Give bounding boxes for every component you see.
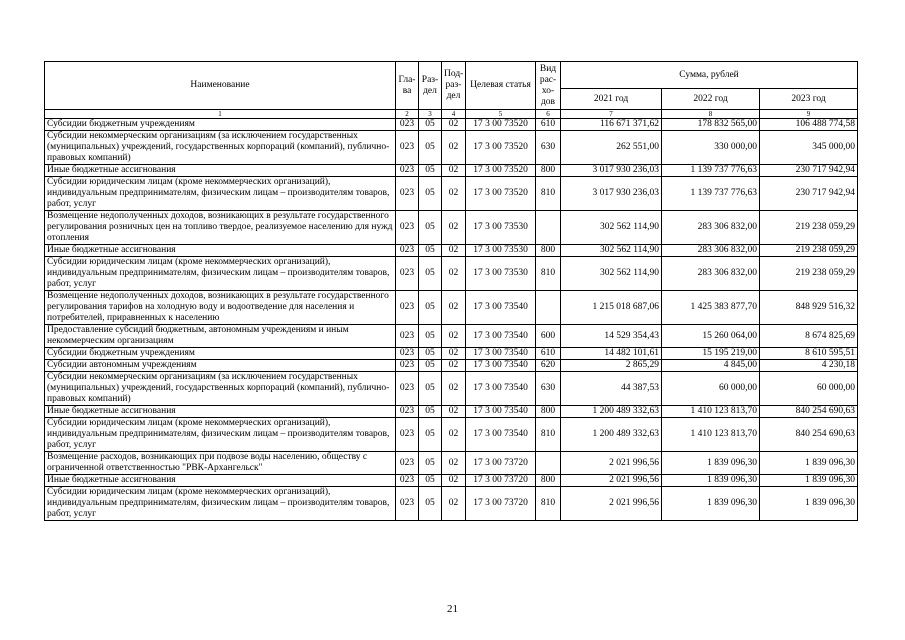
row-sum-2023: 219 238 059,29 <box>760 211 858 245</box>
row-sum-2021: 14 529 354,43 <box>561 325 662 348</box>
row-sum-2022: 178 832 565,00 <box>662 119 760 131</box>
row-razdel: 05 <box>419 325 442 348</box>
row-target: 17 3 00 73540 <box>466 372 536 406</box>
row-name: Предоставление субсидий бюджетным, автономным учреждениям и иным некоммерческим организациям <box>45 325 396 348</box>
row-name: Субсидии автономным учреждениям <box>45 360 396 372</box>
row-podrazdel: 02 <box>442 131 466 165</box>
row-vid: 800 <box>536 165 561 177</box>
row-razdel: 05 <box>419 177 442 211</box>
row-target: 17 3 00 73540 <box>466 406 536 418</box>
row-sum-2023: 106 488 774,58 <box>760 119 858 131</box>
row-sum-2022: 60 000,00 <box>662 372 760 406</box>
row-name: Иные бюджетные ассигнования <box>45 245 396 257</box>
row-podrazdel: 02 <box>442 245 466 257</box>
row-vid: 800 <box>536 406 561 418</box>
row-sum-2023: 8 610 595,51 <box>760 348 858 360</box>
row-podrazdel: 02 <box>442 452 466 475</box>
header-2023: 2023 год <box>760 89 858 110</box>
row-razdel: 05 <box>419 257 442 291</box>
row-podrazdel: 02 <box>442 119 466 131</box>
row-sum-2022: 15 260 064,00 <box>662 325 760 348</box>
row-sum-2022: 283 306 832,00 <box>662 211 760 245</box>
row-razdel: 05 <box>419 475 442 487</box>
table-row <box>45 418 858 452</box>
row-name: Возмещение недополученных доходов, возникающих в результате государственного регулирования розничных цен на топливо твердое, реализуемое населению для нужд отопления <box>45 211 396 245</box>
row-name: Субсидии юридическим лицам (кроме некоммерческих организаций), индивидуальным предпринимателям, физическим лицам – производителям товаров, работ, услуг <box>45 418 396 452</box>
row-sum-2021: 262 551,00 <box>561 131 662 165</box>
row-target: 17 3 00 73520 <box>466 119 536 131</box>
row-target: 17 3 00 73530 <box>466 257 536 291</box>
row-glava: 023 <box>396 475 419 487</box>
row-glava: 023 <box>396 348 419 360</box>
row-podrazdel: 02 <box>442 418 466 452</box>
row-sum-2021: 116 671 371,62 <box>561 119 662 131</box>
table-row <box>45 291 858 325</box>
row-glava: 023 <box>396 177 419 211</box>
table-row <box>45 131 858 165</box>
row-glava: 023 <box>396 372 419 406</box>
column-number: 2 <box>396 110 419 119</box>
row-vid: 610 <box>536 348 561 360</box>
row-vid: 810 <box>536 257 561 291</box>
row-razdel: 05 <box>419 165 442 177</box>
row-podrazdel: 02 <box>442 291 466 325</box>
table-row <box>45 119 858 131</box>
row-sum-2022: 283 306 832,00 <box>662 257 760 291</box>
row-sum-2022: 1 139 737 776,63 <box>662 177 760 211</box>
table-row <box>45 360 858 372</box>
column-numbers-row <box>45 110 858 119</box>
column-number: 9 <box>760 110 858 119</box>
row-razdel: 05 <box>419 348 442 360</box>
row-razdel: 05 <box>419 119 442 131</box>
row-vid: 800 <box>536 475 561 487</box>
row-podrazdel: 02 <box>442 211 466 245</box>
row-sum-2021: 302 562 114,90 <box>561 245 662 257</box>
table-row <box>45 245 858 257</box>
table-row <box>45 406 858 418</box>
row-name: Субсидии юридическим лицам (кроме некоммерческих организаций), индивидуальным предпринимателям, физическим лицам – производителям товаров, работ, услуг <box>45 257 396 291</box>
row-glava: 023 <box>396 487 419 521</box>
row-sum-2023: 230 717 942,94 <box>760 177 858 211</box>
row-sum-2021: 1 200 489 332,63 <box>561 418 662 452</box>
row-sum-2023: 840 254 690,63 <box>760 418 858 452</box>
row-sum-2023: 345 000,00 <box>760 131 858 165</box>
table-row <box>45 325 858 348</box>
header-name: Наименование <box>45 62 396 110</box>
row-vid <box>536 291 561 325</box>
row-podrazdel: 02 <box>442 372 466 406</box>
row-razdel: 05 <box>419 131 442 165</box>
row-sum-2022: 1 839 096,30 <box>662 475 760 487</box>
header-2022: 2022 год <box>662 89 760 110</box>
row-target: 17 3 00 73530 <box>466 211 536 245</box>
row-vid: 610 <box>536 119 561 131</box>
row-sum-2021: 1 200 489 332,63 <box>561 406 662 418</box>
row-sum-2023: 848 929 516,32 <box>760 291 858 325</box>
row-sum-2022: 283 306 832,00 <box>662 245 760 257</box>
column-number: 4 <box>442 110 466 119</box>
row-name: Субсидии бюджетным учреждениям <box>45 119 396 131</box>
row-sum-2021: 14 482 101,61 <box>561 348 662 360</box>
row-razdel: 05 <box>419 245 442 257</box>
header-2021: 2021 год <box>561 89 662 110</box>
row-sum-2022: 1 410 123 813,70 <box>662 418 760 452</box>
column-number: 8 <box>662 110 760 119</box>
header-target: Целевая статья <box>466 62 536 110</box>
row-sum-2021: 44 387,53 <box>561 372 662 406</box>
row-razdel: 05 <box>419 406 442 418</box>
table-row <box>45 372 858 406</box>
row-sum-2022: 1 839 096,30 <box>662 452 760 475</box>
row-target: 17 3 00 73520 <box>466 131 536 165</box>
row-sum-2022: 4 845,00 <box>662 360 760 372</box>
row-sum-2022: 1 139 737 776,63 <box>662 165 760 177</box>
row-target: 17 3 00 73720 <box>466 487 536 521</box>
row-podrazdel: 02 <box>442 325 466 348</box>
row-vid <box>536 211 561 245</box>
row-sum-2023: 1 839 096,30 <box>760 487 858 521</box>
column-number: 5 <box>466 110 536 119</box>
row-sum-2023: 219 238 059,29 <box>760 257 858 291</box>
row-glava: 023 <box>396 418 419 452</box>
row-sum-2023: 219 238 059,29 <box>760 245 858 257</box>
row-target: 17 3 00 73530 <box>466 245 536 257</box>
row-podrazdel: 02 <box>442 406 466 418</box>
row-podrazdel: 02 <box>442 165 466 177</box>
row-podrazdel: 02 <box>442 348 466 360</box>
row-target: 17 3 00 73540 <box>466 360 536 372</box>
row-sum-2023: 60 000,00 <box>760 372 858 406</box>
row-razdel: 05 <box>419 291 442 325</box>
row-target: 17 3 00 73520 <box>466 165 536 177</box>
table-row <box>45 475 858 487</box>
table-row <box>45 165 858 177</box>
row-sum-2022: 1 839 096,30 <box>662 487 760 521</box>
row-vid: 810 <box>536 487 561 521</box>
row-name: Субсидии юридическим лицам (кроме некоммерческих организаций), индивидуальным предпринимателям, физическим лицам – производителям товаров, работ, услуг <box>45 177 396 211</box>
budget-table <box>44 61 858 521</box>
row-sum-2023: 230 717 942,94 <box>760 165 858 177</box>
row-podrazdel: 02 <box>442 360 466 372</box>
row-glava: 023 <box>396 245 419 257</box>
row-glava: 023 <box>396 452 419 475</box>
row-sum-2023: 4 230,18 <box>760 360 858 372</box>
row-glava: 023 <box>396 360 419 372</box>
row-sum-2022: 1 425 383 877,70 <box>662 291 760 325</box>
row-podrazdel: 02 <box>442 257 466 291</box>
row-sum-2023: 8 674 825,69 <box>760 325 858 348</box>
row-razdel: 05 <box>419 418 442 452</box>
row-name: Возмещение расходов, возникающих при подвозе воды населению, обществу с ограниченной ответственностью "РВК-Архангельск" <box>45 452 396 475</box>
row-sum-2021: 2 865,29 <box>561 360 662 372</box>
budget-table-sheet <box>44 61 857 521</box>
table-row <box>45 257 858 291</box>
row-sum-2021: 3 017 930 236,03 <box>561 165 662 177</box>
row-sum-2021: 2 021 996,56 <box>561 475 662 487</box>
row-vid: 810 <box>536 418 561 452</box>
row-vid: 600 <box>536 325 561 348</box>
header-podrazdel: Под-раз-дел <box>442 62 466 110</box>
row-target: 17 3 00 73540 <box>466 325 536 348</box>
row-name: Возмещение недополученных доходов, возникающих в результате государственного регулирования тарифов на холодную воду и водоотведение для населения и потребителей, приравненных к населению <box>45 291 396 325</box>
row-sum-2023: 1 839 096,30 <box>760 475 858 487</box>
row-sum-2023: 840 254 690,63 <box>760 406 858 418</box>
header-razdel: Раз-дел <box>419 62 442 110</box>
header-sum: Сумма, рублей <box>561 62 858 89</box>
row-sum-2023: 1 839 096,30 <box>760 452 858 475</box>
row-podrazdel: 02 <box>442 177 466 211</box>
row-glava: 023 <box>396 131 419 165</box>
row-vid: 630 <box>536 131 561 165</box>
row-glava: 023 <box>396 325 419 348</box>
row-sum-2022: 330 000,00 <box>662 131 760 165</box>
row-razdel: 05 <box>419 372 442 406</box>
row-razdel: 05 <box>419 487 442 521</box>
row-sum-2022: 15 195 219,00 <box>662 348 760 360</box>
table-row <box>45 452 858 475</box>
row-vid: 630 <box>536 372 561 406</box>
row-name: Субсидии некоммерческим организациям (за исключением государственных (муниципальных) учреждений, государственных корпораций (компаний), публично-правовых компаний) <box>45 131 396 165</box>
row-sum-2022: 1 410 123 813,70 <box>662 406 760 418</box>
row-glava: 023 <box>396 119 419 131</box>
row-sum-2021: 3 017 930 236,03 <box>561 177 662 211</box>
row-target: 17 3 00 73540 <box>466 291 536 325</box>
table-row <box>45 487 858 521</box>
row-name: Субсидии юридическим лицам (кроме некоммерческих организаций), индивидуальным предпринимателям, физическим лицам – производителям товаров, работ, услуг <box>45 487 396 521</box>
row-razdel: 05 <box>419 452 442 475</box>
row-razdel: 05 <box>419 211 442 245</box>
row-target: 17 3 00 73540 <box>466 418 536 452</box>
row-target: 17 3 00 73720 <box>466 452 536 475</box>
row-glava: 023 <box>396 165 419 177</box>
row-vid: 800 <box>536 245 561 257</box>
row-glava: 023 <box>396 211 419 245</box>
table-body <box>45 119 858 521</box>
row-target: 17 3 00 73720 <box>466 475 536 487</box>
row-sum-2021: 2 021 996,56 <box>561 452 662 475</box>
row-vid <box>536 452 561 475</box>
column-number: 7 <box>561 110 662 119</box>
row-glava: 023 <box>396 291 419 325</box>
row-name: Иные бюджетные ассигнования <box>45 406 396 418</box>
page-number: 21 <box>447 603 458 615</box>
header-glava: Гла-ва <box>396 62 419 110</box>
row-name: Субсидии бюджетным учреждениям <box>45 348 396 360</box>
header-vid: Вид рас-хо-дов <box>536 62 561 110</box>
column-number: 6 <box>536 110 561 119</box>
row-podrazdel: 02 <box>442 487 466 521</box>
row-name: Иные бюджетные ассигнования <box>45 165 396 177</box>
row-name: Субсидии некоммерческим организациям (за исключением государственных (муниципальных) учреждений, государственных корпораций (компаний), публично-правовых компаний) <box>45 372 396 406</box>
row-target: 17 3 00 73540 <box>466 348 536 360</box>
row-target: 17 3 00 73520 <box>466 177 536 211</box>
table-row <box>45 211 858 245</box>
row-sum-2021: 1 215 018 687,06 <box>561 291 662 325</box>
row-podrazdel: 02 <box>442 475 466 487</box>
table-row <box>45 177 858 211</box>
row-glava: 023 <box>396 257 419 291</box>
column-number: 3 <box>419 110 442 119</box>
row-name: Иные бюджетные ассигнования <box>45 475 396 487</box>
column-number: 1 <box>45 110 396 119</box>
row-sum-2021: 2 021 996,56 <box>561 487 662 521</box>
row-sum-2021: 302 562 114,90 <box>561 257 662 291</box>
row-sum-2021: 302 562 114,90 <box>561 211 662 245</box>
row-vid: 620 <box>536 360 561 372</box>
table-row <box>45 348 858 360</box>
row-glava: 023 <box>396 406 419 418</box>
row-vid: 810 <box>536 177 561 211</box>
row-razdel: 05 <box>419 360 442 372</box>
